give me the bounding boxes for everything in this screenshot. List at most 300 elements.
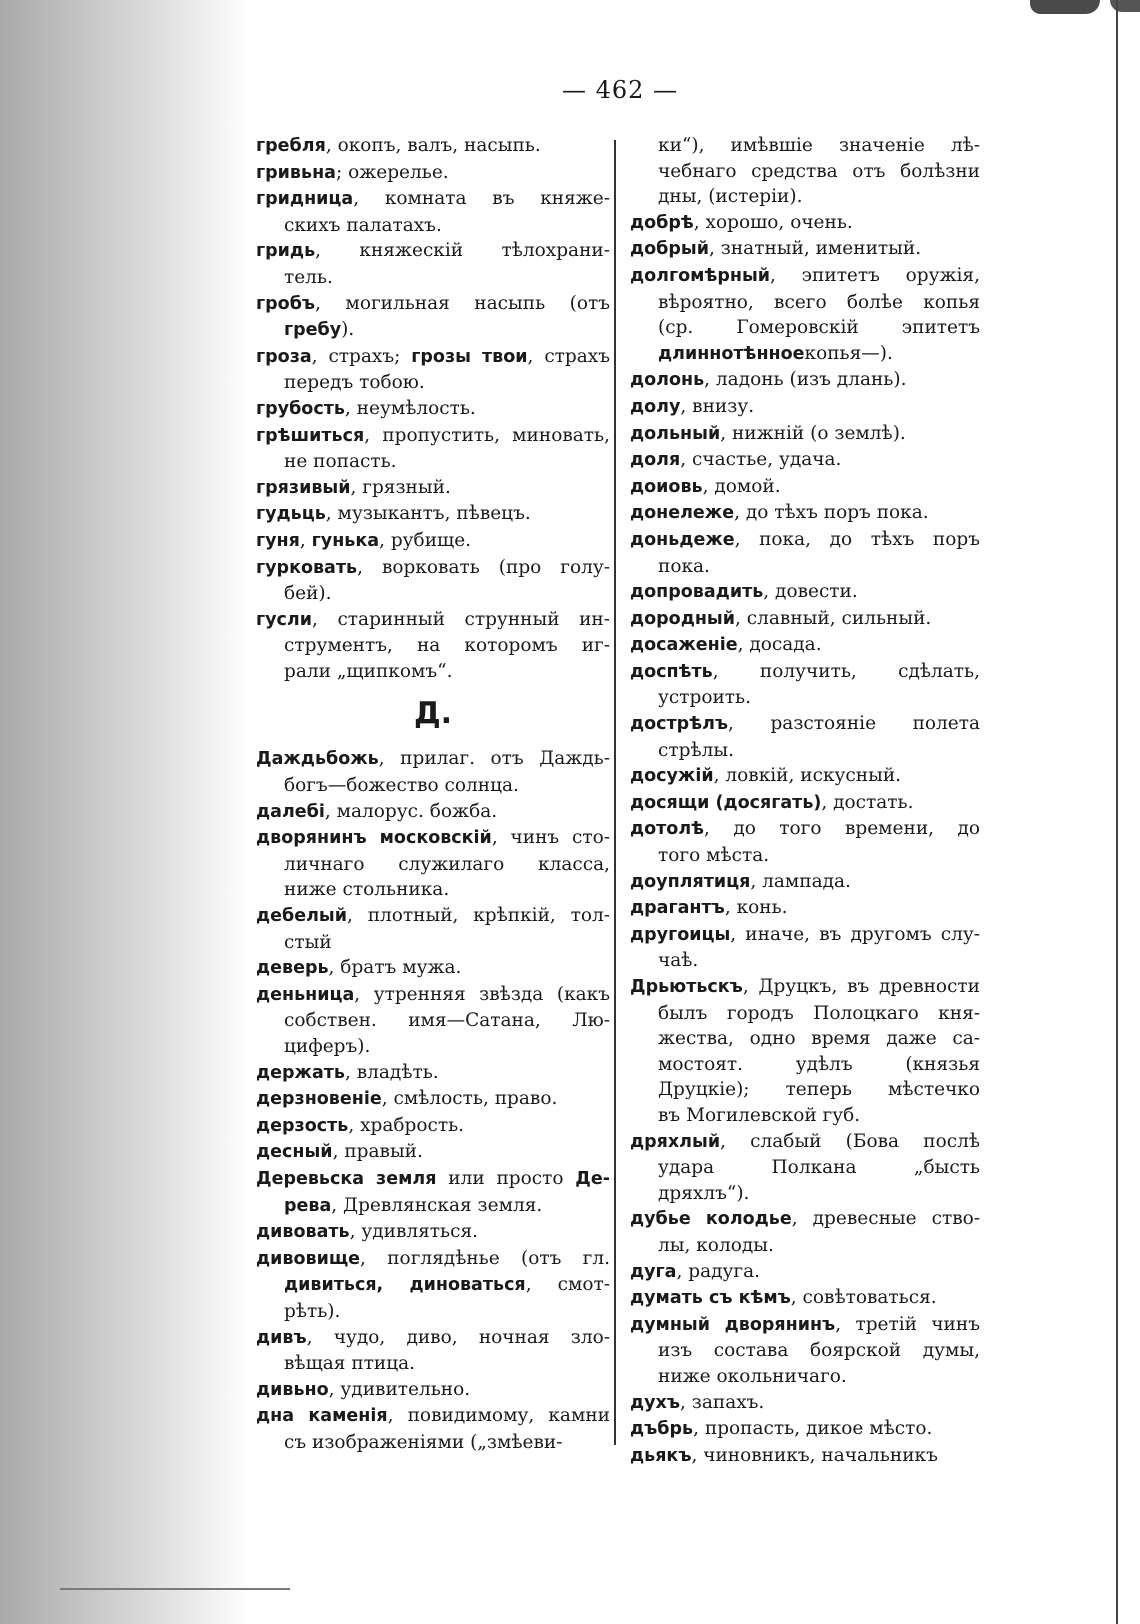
entry-line [630,763,980,790]
headword: дебелый [256,906,347,927]
entry-line [256,852,610,878]
entry-line [256,370,610,396]
entry-line [630,554,980,580]
dictionary-entry [256,344,610,396]
dictionary-entry [256,1113,610,1140]
scan-shadow [0,0,250,1624]
headword: дуга [630,1261,677,1282]
dictionary-entry [630,421,980,448]
headword: долонь [630,370,705,391]
entry-line [630,816,980,843]
definition-text: , Древлянская земля. [331,1194,543,1216]
headword: доспѣть [630,661,713,682]
entry-line [630,1338,980,1364]
dictionary-entry [256,475,610,502]
dictionary-entry [256,799,610,826]
entry-line [630,632,980,659]
definition-text: копья— [804,342,880,364]
entry-line [630,210,980,237]
entry-line [256,238,610,265]
entry-line [630,159,980,185]
entry-line [630,843,980,869]
headword: досужій [630,766,714,787]
definition-text: , нижній (о землѣ). [720,422,906,444]
headword: грозы твои [411,346,528,367]
entry-line [256,607,610,634]
dictionary-entry [630,1129,980,1207]
definition-text: , старинный струнный ин- [312,608,610,630]
definition-text: съ изображеніями („змѣеви- [284,1431,563,1453]
dictionary-entry [256,396,610,423]
entry-line [256,659,610,685]
dictionary-entry [256,1377,610,1404]
definition-text: чаѣ. [658,950,699,972]
definition-text: рѣть). [284,1300,341,1322]
dictionary-entry [256,746,610,798]
entry-line [256,133,610,160]
headword: драгантъ [630,898,725,919]
dictionary-entry [630,236,980,263]
entry-line [256,1008,610,1034]
headword: думный дворянинъ [630,1314,836,1335]
definition-text: , могильная насыпь (отъ [315,292,610,314]
headword: духъ [630,1392,680,1413]
dictionary-entry [256,607,610,685]
section-letter: Д. [413,696,453,732]
entry-line [630,895,980,922]
entry-line [256,344,610,371]
dictionary-entry [630,869,980,896]
entry-line [256,1430,610,1456]
entry-line [630,367,980,394]
entry-line [630,579,980,606]
dictionary-entry [630,527,980,579]
entry-line [256,423,610,450]
entry-line [630,659,980,686]
scan-ink-blot-corner [1110,0,1140,12]
headword: дряхлый [630,1131,721,1152]
definition-text: , правый. [332,1141,423,1163]
headword: гребу [284,320,342,341]
dictionary-entry [256,528,610,555]
definition-text: ). [879,342,893,364]
definition-text: , славный, сильный. [735,607,932,629]
dictionary-entry [630,711,980,763]
definition-text: , [299,529,312,551]
headword: гробъ [256,293,316,314]
definition-text: вѣщая птица. [284,1353,416,1375]
definition-text: , знатный, именитый. [709,238,922,260]
entry-line [256,1086,610,1113]
definition-text: изъ состава боярской думы, [658,1340,980,1362]
headword: гунька [311,530,380,551]
definition-text: , владѣть. [344,1061,439,1083]
dictionary-entry [256,133,610,160]
headword: гридница [256,189,354,210]
definition-text: ). [341,319,355,341]
headword: досаженіе [630,635,738,656]
dictionary-entry [630,606,980,633]
headword: гудьць [256,504,326,525]
definition-text: , хорошо, очень. [693,211,853,233]
definition-text: , пропустить, миновать, [364,424,610,446]
definition-text: , Друцкъ, въ древности [742,976,980,997]
entry-line [630,1077,980,1103]
dictionary-entry [630,1390,980,1417]
headword: деверь [256,958,329,979]
definition-text: или просто [436,1167,576,1189]
entry-line [630,1026,980,1052]
headword: дивовище [256,1248,361,1269]
entry-line [256,528,610,555]
definition-text: стрѣлы. [658,739,734,761]
dictionary-entry [256,955,610,982]
definition-text: , радуга. [676,1260,761,1282]
entry-line [630,1285,980,1312]
entry-line [630,263,980,290]
dictionary-entry [256,501,610,528]
definition-text: , страхъ; [311,345,412,367]
entry-line [256,633,610,659]
definition-text: не попасть. [284,451,397,473]
definition-text: жества, одно время даже са- [658,1028,980,1050]
dictionary-entry [630,447,980,474]
entry-line [256,930,610,956]
headword: долгомѣрный [630,265,771,286]
definition-text: чебнаго средства отъ болѣзни [658,160,980,182]
headword: долу [630,396,681,417]
headword: грѣшиться [256,425,365,446]
definition-text: вѣроятно, всего болѣе копья [658,291,980,313]
entry-line [256,877,610,903]
entry-line [630,133,980,159]
entry-line [256,555,610,582]
definition-text: дряхлъ“). [658,1182,750,1204]
dictionary-entry [630,922,980,974]
dictionary-entry [256,1219,610,1246]
headword: доуплятиця [630,871,751,892]
entry-line [256,1299,610,1325]
entry-line [630,1052,980,1078]
definition-text: бей). [284,583,332,605]
definition-text: въ Могилевской губ. [658,1104,861,1126]
definition-text: богъ—божество солнца. [284,775,519,797]
entry-line [630,606,980,633]
headword: грубость [256,398,345,419]
entry-line [256,1272,610,1299]
definition-text: передъ тобою. [284,372,425,394]
dictionary-entry [630,1312,980,1390]
entry-line [630,1312,980,1339]
dictionary-entry [256,555,610,607]
entry-line [630,527,980,554]
dictionary-entry [630,1206,980,1258]
entry-line [630,447,980,474]
scan-bottom-mark [60,1588,290,1590]
entry-line [630,1206,980,1233]
headword: Деревьска земля [256,1168,437,1189]
headword: донележе [630,503,735,524]
dictionary-entry [630,367,980,394]
definition-text: , ловкій, искусный. [713,765,902,787]
entry-line [630,1416,980,1443]
definition-text: , окопъ, валъ, насыпь. [325,135,541,156]
dictionary-entry [256,1086,610,1113]
definition-text: , совѣтоваться. [790,1287,937,1309]
definition-text: , домой. [702,475,781,497]
headword: досящи (досягать) [630,792,822,813]
definition-text: , плотный, крѣпкій, тол- [347,905,610,927]
entry-line [630,711,980,738]
dictionary-entry [256,1325,610,1377]
entry-line [256,955,610,982]
entry-line [256,186,610,213]
headword: добрѣ [630,212,694,233]
entry-line [630,1233,980,1259]
definition-text: удара Полкана „бысть [658,1157,980,1179]
entry-line [630,790,980,817]
entry-line [630,500,980,527]
definition-text: , смѣлость, право. [381,1088,558,1110]
entry-line [630,948,980,974]
entry-line [630,1181,980,1207]
headword: гуня [256,530,300,551]
headword: доля [630,450,681,471]
entry-line [630,184,980,210]
definition-text: , иначе, въ другомъ слу- [730,923,980,945]
dictionary-entry [630,210,980,237]
dictionary-entry [256,423,610,475]
dictionary-entry [630,579,980,606]
entry-line [256,1325,610,1352]
dictionary-entry [256,1403,610,1455]
definition-text: , музыкантъ, пѣвецъ. [325,503,531,525]
dictionary-entry [630,1259,980,1286]
entry-line [256,1351,610,1377]
definition-text: , пока, до тѣхъ поръ [734,528,980,550]
definition-text: , повидимому, камни [387,1405,611,1427]
entry-line [630,290,980,316]
definition-text: , комната въ княже- [353,188,610,210]
definition-text: , досада. [737,634,822,656]
headword: допровадить [630,582,764,603]
definition-text: , конь. [724,897,788,919]
definition-text: , древесные ство- [791,1208,980,1230]
headword: гридь [256,241,316,262]
column-divider [614,140,616,1445]
entry-line [256,773,610,799]
entry-line [256,799,610,826]
definition-text: , получить, сдѣлать, [712,660,980,682]
definition-text: , слабый (Бова послѣ [720,1130,980,1152]
headword: дивиться, диноваться [284,1275,526,1296]
entry-line [256,1377,610,1404]
definition-text: циферъ). [284,1036,371,1057]
headword: гусли [256,609,313,630]
right-column [630,133,980,1469]
dictionary-entry [256,825,610,903]
definition-text: (ср. Гомеровскій эпитетъ [658,317,980,339]
dictionary-entry [630,974,980,1129]
definition-text: былъ городъ Полоцкаго кня- [658,1002,980,1024]
definition-text: Друцкіе); теперь мѣстечко [658,1079,980,1101]
definition-text: рали „щипкомъ“. [284,660,453,682]
definition-text: , внизу. [680,395,755,417]
definition-text: , эпитетъ оружія, [770,264,980,286]
headword: дородный [630,608,736,629]
entry-line [256,581,610,607]
entry-line [256,160,610,187]
definition-text: , ладонь (изъ длань). [704,369,907,391]
headword: гривьна [256,162,336,183]
headword: рева [284,1195,332,1216]
entry-line [256,1034,610,1060]
entry-line [630,1259,980,1286]
headword: доиовь [630,476,703,497]
definition-text: , до тѣхъ поръ пока. [734,502,929,524]
definition-text: ниже стольника. [284,879,450,901]
entry-line [256,213,610,239]
definition-text: , братъ мужа. [328,957,462,979]
definition-text: , довести. [763,581,858,603]
dictionary-entry [630,895,980,922]
headword: дубье колодье [630,1209,792,1230]
page-right-edge [1116,0,1118,1624]
definition-text: , поглядѣнье (отъ гл. [360,1247,610,1269]
dictionary-entry [630,500,980,527]
dictionary-entry [256,160,610,187]
headword: дьякъ [630,1445,692,1466]
headword: дивьно [256,1379,329,1400]
dictionary-entry [630,763,980,790]
headword: далебі [256,801,325,822]
definition-text: , утренняя звѣзда (какъ [354,983,610,1005]
definition-text: , неумѣлость. [344,397,476,419]
headword: гурковать [256,557,358,578]
entry-line [630,1103,980,1129]
dictionary-entry [630,474,980,501]
definition-text: , удивительно. [328,1378,471,1400]
headword: дна каменія [256,1406,388,1427]
definition-text: , княжескій тѣлохрани- [315,240,610,262]
entry-line [630,315,980,341]
headword: длиннотѣнное [658,343,805,364]
definition-text: того мѣста. [658,845,770,867]
dictionary-entry [630,632,980,659]
dictionary-entry [256,1166,610,1219]
dictionary-entry [256,238,610,290]
dictionary-entry [630,790,980,817]
definition-text: , малорус. божба. [324,800,498,822]
headword: дострѣлъ [630,714,729,735]
definition-text: , лампада. [750,870,851,892]
headword: Дрьютьскъ [630,977,743,997]
dictionary-entry [256,291,610,344]
entry-line [256,1193,610,1220]
headword: гребля [256,136,326,156]
dictionary-entry [630,816,980,868]
definition-text: , достать. [821,791,914,813]
entry-line [630,685,980,711]
entry-line [630,394,980,421]
definition-text: скихъ палатахъ. [284,214,442,236]
definition-text: дны, (истеріи). [658,186,803,208]
definition-text: , удивляться. [349,1221,479,1243]
left-column [256,133,610,1456]
entry-line [630,1443,980,1470]
definition-text: , до того времени, до [704,818,980,840]
entry-line [256,1403,610,1430]
dictionary-entry [256,186,610,238]
headword: другоицы [630,924,731,945]
headword: дерзновеніе [256,1089,382,1110]
definition-text: , чиновникъ, начальникъ [691,1444,938,1466]
dictionary-entry [256,982,610,1060]
entry-line [630,1364,980,1390]
definition-text: , чинъ сто- [491,827,610,849]
entry-line [256,396,610,423]
headword: дольный [630,423,721,444]
headword: дивовать [256,1222,350,1243]
definition-text: стый [284,931,332,953]
entry-line [630,236,980,263]
dictionary-entry [630,263,980,367]
headword: добрый [630,239,709,260]
definition-text: личнаго служилаго класса, [284,853,610,875]
entry-line [256,1113,610,1140]
entry-line [256,317,610,344]
entry-line [256,982,610,1009]
entry-line [630,474,980,501]
entry-line [256,825,610,852]
definition-text: ; ожерелье. [335,161,449,183]
definition-text: собствен. имя—Сатана, Лю- [284,1010,610,1032]
entry-line [256,1139,610,1166]
definition-text: , смот- [525,1274,610,1296]
entry-line [630,1129,980,1156]
entry-line [630,922,980,949]
definition-text: , ворковать (про голу- [357,556,610,578]
definition-text: , страхъ [527,345,610,367]
entry-line [630,1390,980,1417]
dictionary-entry [630,394,980,421]
entry-line [256,1246,610,1273]
definition-text: струментъ, на которомъ иг- [284,635,610,657]
entry-line [256,265,610,291]
definition-text: , третій чинъ [835,1313,980,1335]
headword: дотолѣ [630,819,705,840]
dictionary-entry [630,1285,980,1312]
headword: доньдеже [630,529,735,550]
headword: деньница [256,984,355,1005]
headword: десный [256,1142,333,1163]
definition-text: ниже окольничаго. [658,1365,847,1387]
definition-text: , счастье, удача. [680,449,842,471]
dictionary-entry [256,1060,610,1087]
definition-text: , грязный. [350,476,451,498]
entry-line [630,869,980,896]
definition-text: , разстояніе полета [728,713,980,735]
dictionary-entry [256,903,610,955]
definition-text: , чудо, диво, ночная зло- [306,1326,610,1348]
headword: гроза [256,346,312,367]
entry-line [630,1155,980,1181]
headword: дъбрь [630,1419,694,1440]
dictionary-entry [630,1443,980,1470]
headword: дерзость [256,1115,349,1136]
entry-line [256,449,610,475]
headword: Де- [575,1168,610,1189]
